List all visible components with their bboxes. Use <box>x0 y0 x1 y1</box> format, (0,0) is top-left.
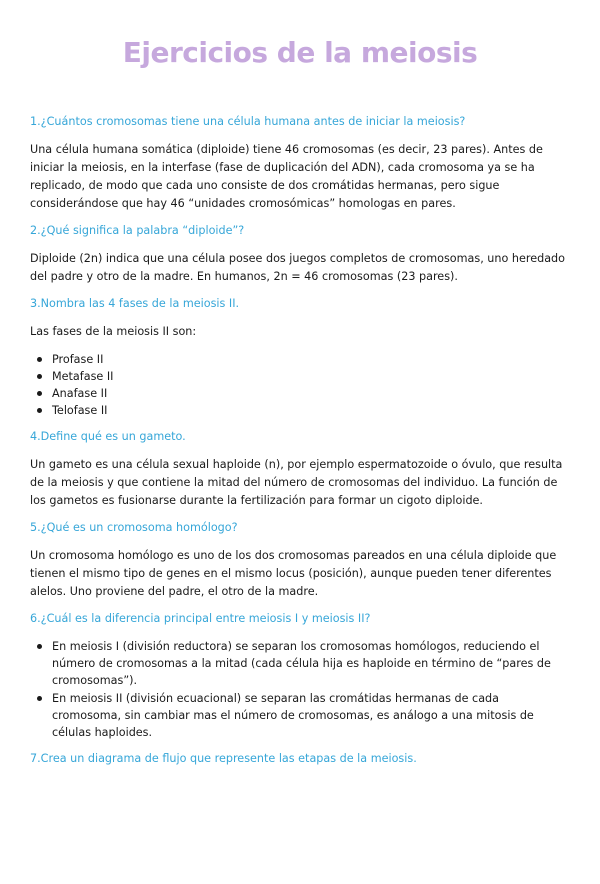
question-3: 3.Nombra las 4 fases de la meiosis II. <box>30 297 240 310</box>
question-6: 6.¿Cuál es la diferencia principal entre meiosis I y meiosis II? <box>30 612 371 625</box>
question-1: 1.¿Cuántos cromosomas tiene una célula humana antes de iniciar la meiosis? <box>30 115 466 128</box>
page-title: Ejercicios de la meiosis <box>122 36 478 69</box>
question-5: 5.¿Qué es un cromosoma homólogo? <box>30 521 238 534</box>
answer-5: Un cromosoma homólogo es uno de los dos cromosomas pareados en una célula diploide que tienen el mismo tipo de genes en el mismo locus (posición), aunque pueden tener diferentes alelos. Uno proviene del padre, el otro de la madre. <box>30 549 557 598</box>
answer-2: Diploide (2n) indica que una célula posee dos juegos completos de cromosomas, uno heredado del padre y otro de la madre. En humanos, 2n = 46 cromosomas (23 pares). <box>30 252 566 283</box>
answer-3-intro: Las fases de la meiosis II son: <box>30 325 197 338</box>
question-4: 4.Define qué es un gameto. <box>30 430 186 443</box>
list-item: En meiosis II (división ecuacional) se separan las cromátidas hermanas de cada cromosoma, sin cambiar mas el número de cromosomas, es análogo a una mitosis de células haploides. <box>30 690 570 741</box>
list-item: Profase II <box>30 351 570 368</box>
list-item: Metafase II <box>30 368 570 385</box>
meiosis-difference-list <box>30 638 570 741</box>
answer-1: Una célula humana somática (diploide) tiene 46 cromosomas (es decir, 23 pares). Antes de iniciar la meiosis, en la interfase (fase de duplicación del ADN), cada cromosoma ya se ha replicado, de modo que cada uno consiste de dos cromátidas hermanas, pero sigue considerándose que hay 46 “unidades cromosómicas” homologas en pares. <box>30 143 543 210</box>
list-item: Telofase II <box>30 402 570 419</box>
list-item: Anafase II <box>30 385 570 402</box>
answer-4: Un gameto es una célula sexual haploide (n), por ejemplo espermatozoide o óvulo, que resulta de la meiosis y que contiene la mitad del número de cromosomas del individuo. La función de los gametos es fusionarse durante la fertilización para formar un cigoto diploide. <box>30 458 563 507</box>
document-page <box>0 36 600 884</box>
exercises <box>30 114 570 767</box>
question-2: 2.¿Qué significa la palabra “diploide”? <box>30 224 245 237</box>
question-7: 7.Crea un diagrama de flujo que represente las etapas de la meiosis. <box>30 752 417 765</box>
meiosis-ii-phases-list <box>30 351 570 419</box>
list-item: En meiosis I (división reductora) se separan los cromosomas homólogos, reduciendo el número de cromosomas a la mitad (cada célula hija es haploide en término de “pares de cromosomas”). <box>30 638 570 689</box>
